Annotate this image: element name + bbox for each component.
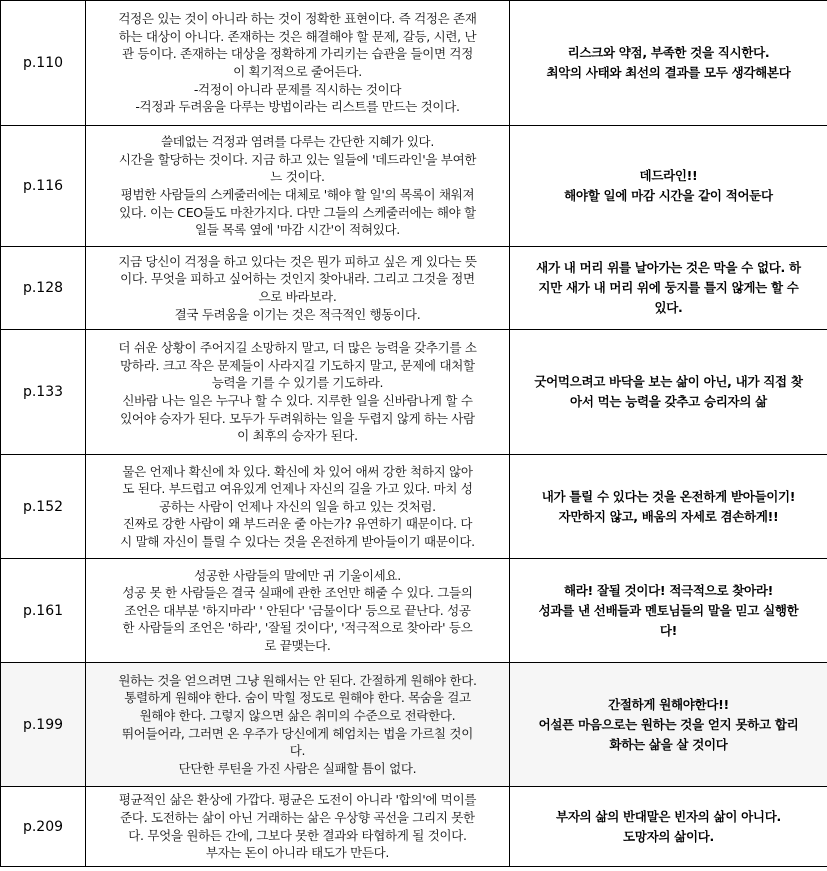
quote-line: 단단한 루틴을 가진 사람은 실패할 틈이 없다. <box>178 760 417 776</box>
takeaway-line: 굿어먹으려고 바닥을 보는 삶이 아닌, 내가 직접 찾 <box>534 374 803 389</box>
table-row <box>1 455 827 559</box>
table-row <box>1 1 827 126</box>
table-row <box>1 126 827 247</box>
page-number-cell: p.110 <box>1 1 86 126</box>
takeaway-line: 부자의 삶의 반대말은 빈자의 삶이 아니다. <box>556 808 781 824</box>
quote-line: 로 끝맺는다. <box>264 637 331 653</box>
quote-line: 지금 당신이 걱정을 하고 있다는 것은 뭔가 피하고 싶은 게 있다는 뜻 <box>118 253 477 269</box>
quote-cell <box>86 559 510 663</box>
quote-line: 일들 목록 옆에 '마감 시간'이 적혀있다. <box>195 222 400 238</box>
quote-line: 하는 대상이 아니다. 존재하는 것은 해결해야 할 문제, 갈등, 시련, 난 <box>118 28 477 44</box>
quote-line: 성공한 사람들의 말에만 귀 기울이세요. <box>194 567 401 583</box>
quote-line: 으로 바라보라. <box>258 289 337 304</box>
quote-line: 준다. 도전하는 삶이 아닌 거래하는 삶은 우상향 곡선을 그리지 못한 <box>120 809 475 825</box>
takeaway-line: 성과를 낸 선배들과 멘토님들의 말을 믿고 실행한 <box>538 602 799 618</box>
takeaway-line: 화하는 삶을 살 것이다 <box>609 736 728 752</box>
quote-line: 결국 두려움을 이기는 것은 적극적인 행동이다. <box>174 306 421 322</box>
takeaway-line: 해야할 일에 마감 시간을 같이 적어둔다 <box>564 188 773 203</box>
quote-cell <box>86 247 510 330</box>
quote-line: 성공 못 한 사람들은 결국 실패에 관한 조언만 해줄 수 있다. 그들의 <box>122 585 473 601</box>
takeaway-cell <box>510 559 827 663</box>
page-number-cell: p.152 <box>1 455 86 559</box>
quote-line: 다. 무엇을 원하든 간에, 그보다 못한 결과와 타협하게 될 것이다. <box>128 827 467 843</box>
takeaway-cell <box>510 247 827 330</box>
quote-line: 신바람 나는 일은 누구나 할 수 있다. 지루한 일을 신바람나게 할 수 <box>122 393 473 408</box>
quote-line: 원하는 것을 얻으려면 그냥 원해서는 안 된다. 간절하게 원해야 한다. <box>118 672 477 688</box>
quote-line: 부자는 돈이 아니라 태도가 만든다. <box>205 845 390 861</box>
page-number-cell: p.209 <box>1 787 86 867</box>
table-row <box>1 663 827 787</box>
table-row <box>1 787 827 867</box>
takeaway-line: 지만 새가 내 머리 위에 둥지를 틀지 않게는 할 수 <box>538 280 799 295</box>
takeaway-line: 내가 틀릴 수 있다는 것을 온전하게 받아들이기! <box>541 488 796 504</box>
quote-line: 더 쉬운 상황이 주어지길 소망하지 말고, 더 많은 능력을 갖추기를 소 <box>118 340 477 356</box>
quote-line: 다. <box>289 743 306 759</box>
quote-line: 공하는 사람이 언제나 자신의 일을 하고 있는 것처럼. <box>159 498 436 514</box>
quote-line: 이 최후의 승자가 된다. <box>237 428 358 444</box>
takeaway-line: 어설픈 마음으로는 원하는 것을 얻지 못하고 합리 <box>538 716 799 732</box>
table-row <box>1 559 827 663</box>
quote-cell <box>86 455 510 559</box>
quote-line: 쓸데없는 걱정과 염려를 다루는 간단한 지혜가 있다. <box>161 134 434 150</box>
quote-line: 시 말해 자신이 틀릴 수 있다는 것을 온전하게 받아들이기 때문이다. <box>120 533 475 549</box>
quote-line: 한 사람들의 조언은 '하라', '잘될 것이다', '적극적으로 찾아라' 등으 <box>122 620 473 636</box>
takeaway-line: 새가 내 머리 위를 날아가는 것은 막을 수 없다. 하 <box>536 260 801 275</box>
table-row <box>1 247 827 330</box>
quote-line: 느 것이다. <box>270 169 325 185</box>
quote-line: 관 등이다. 존재하는 대상을 정확하게 가리키는 습관을 들이면 걱정 <box>122 46 473 62</box>
takeaway-line: 데드라인!! <box>639 168 698 183</box>
quote-cell <box>86 663 510 787</box>
quote-line: 통렬하게 원해야 한다. 숨이 막힐 정도로 원해야 한다. 목숨을 걸고 <box>124 690 471 706</box>
takeaway-cell <box>510 330 827 455</box>
quote-line: 평균적인 삶은 환상에 가깝다. 평균은 도전이 아니라 '합의'에 먹이를 <box>118 792 477 808</box>
quote-line: 있어야 승자가 된다. 모두가 두려워하는 일을 두렵지 않게 하는 사람 <box>120 410 475 426</box>
table-row <box>1 330 827 455</box>
quote-line: 평범한 사람들의 스케줄러에는 대체로 '해야 할 일'의 목록이 채워져 <box>120 187 475 202</box>
takeaway-line: 있다. <box>654 300 683 315</box>
quote-line: -걱정이 아니라 문제를 직시하는 것이다 <box>193 81 402 97</box>
takeaway-line: 최악의 사태와 최선의 결과를 모두 생각해본다 <box>546 65 791 80</box>
quote-line: 진짜로 강한 사람이 왜 부드러운 줄 아는가? 유연하기 때문이다. 다 <box>122 516 473 532</box>
page-number-cell: p.161 <box>1 559 86 663</box>
quote-line: 걱정은 있는 것이 아니라 하는 것이 정확한 표현이다. 즉 걱정은 존재 <box>118 11 477 27</box>
quote-cell <box>86 330 510 455</box>
takeaway-line: 해라! 잘될 것이다! 적극적으로 찾아라! <box>563 582 774 598</box>
takeaway-cell <box>510 126 827 247</box>
takeaway-line: 도망자의 삶이다. <box>623 828 714 844</box>
page-number-cell: p.128 <box>1 247 86 330</box>
page-number-cell: p.116 <box>1 126 86 247</box>
quote-cell <box>86 787 510 867</box>
takeaway-line: 다! <box>659 622 678 638</box>
quote-line: -걱정과 두려움을 다루는 방법이라는 리스트를 만드는 것이다. <box>135 99 460 115</box>
takeaway-line: 자만하지 않고, 배움의 자세로 겸손하게!! <box>558 508 779 524</box>
quote-cell <box>86 1 510 126</box>
quote-line: 시간을 할당하는 것이다. 지금 하고 있는 일들에 '데드라인'을 부여한 <box>118 151 477 167</box>
quote-line: 이 획기적으로 줄어든다. <box>233 64 362 79</box>
takeaway-line: 간절하게 원해야한다!! <box>608 696 729 712</box>
quote-line: 능력을 기를 수 있기를 기도하라. <box>211 375 384 391</box>
quote-line: 뛰어들어라, 그러면 온 우주가 당신에게 헤엄치는 법을 가르칠 것이 <box>122 725 473 741</box>
quote-line: 있다. 이는 CEO들도 마찬가지다. 다만 그들의 스케줄러에는 해야 할 <box>119 204 476 220</box>
page-number-cell: p.133 <box>1 330 86 455</box>
takeaway-cell <box>510 787 827 867</box>
quote-line: 도 된다. 부드럽고 여유있게 언제나 자신의 길을 가고 있다. 마치 성 <box>122 481 473 497</box>
takeaway-line: 리스크와 약점, 부족한 것을 직시한다. <box>567 45 770 60</box>
page-number-cell: p.199 <box>1 663 86 787</box>
quote-line: 이다. 무엇을 피하고 싶어하는 것인지 찾아내라. 그리고 그것을 정면 <box>120 271 475 287</box>
takeaway-line: 아서 먹는 능력을 갖추고 승리자의 삶 <box>570 394 767 409</box>
quote-line: 조언은 대부분 '하지마라' ' 안된다' '금물이다' 등으로 끝난다. 성공 <box>124 602 471 618</box>
quote-cell <box>86 126 510 247</box>
takeaway-cell <box>510 663 827 787</box>
quote-line: 망하라. 크고 작은 문제들이 사라지길 기도하지 말고, 문제에 대처할 <box>120 357 475 373</box>
quote-line: 원해야 한다. 그렇지 않으면 삶은 취미의 수준으로 전락한다. <box>139 707 456 723</box>
takeaway-cell <box>510 455 827 559</box>
quote-line: 물은 언제나 확신에 차 있다. 확신에 차 있어 애써 강한 척하지 않아 <box>122 463 473 479</box>
takeaway-cell <box>510 1 827 126</box>
